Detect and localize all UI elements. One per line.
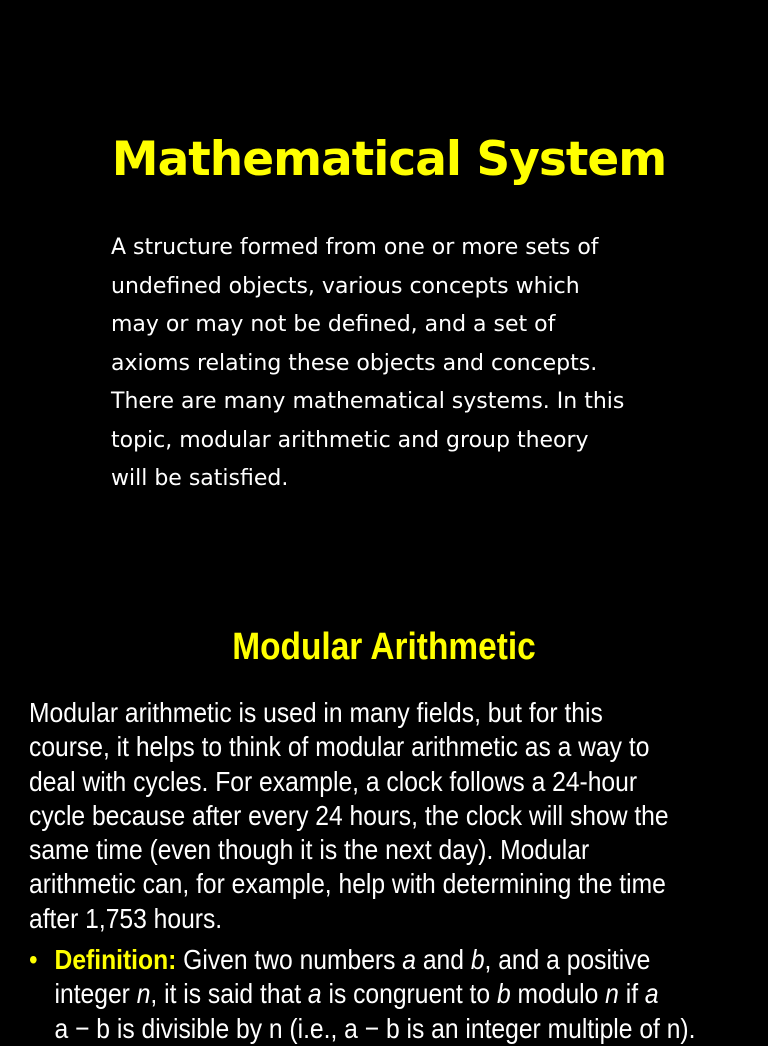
slide-title: Modular Arithmetic <box>232 626 536 668</box>
paragraph-line: There are many mathematical systems. In this <box>111 389 625 414</box>
bullet-text: , it is said that <box>150 978 308 1010</box>
variable-n: n <box>605 978 619 1010</box>
definition-bullet <box>29 943 768 1046</box>
paragraph-line: deal with cycles. For example, a clock follows a 24-hour <box>29 765 638 797</box>
variable-n: n <box>136 978 151 1010</box>
paragraph-line: undefined objects, various concepts which <box>111 273 580 299</box>
paragraph-line: will be satisfied. <box>111 466 289 491</box>
bullet-text: is congruent to <box>321 978 497 1010</box>
paragraph-line: cycle because after every 24 hours, the clock will show the <box>29 799 669 831</box>
bullet-line: a − b is divisible by n (i.e., a − b is an integer multiple of n). <box>54 1012 696 1044</box>
variable-a: a <box>307 978 322 1010</box>
variable-b: b <box>470 944 485 975</box>
bullet-text: , and a positive <box>484 944 651 975</box>
paragraph-line: A structure formed from one or more sets of <box>111 235 599 260</box>
bullet-line <box>29 943 680 977</box>
bullet-text: and <box>416 944 471 975</box>
paragraph-line: may or may not be defined, and a set of <box>111 312 556 337</box>
definition-label: Definition: <box>54 944 177 975</box>
paragraph-line: arithmetic can, for example, help with determining the time <box>29 868 666 900</box>
paragraph-line: Modular arithmetic is used in many fields, but for this <box>29 697 603 728</box>
variable-a: a <box>644 978 659 1010</box>
paragraph-line: after 1,753 hours. <box>29 902 223 934</box>
paragraph-line: topic, modular arithmetic and group theory <box>111 427 589 453</box>
slide-modular-arithmetic <box>0 560 768 1044</box>
bullet-text: modulo <box>510 978 606 1010</box>
intro-paragraph <box>29 696 768 936</box>
variable-b: b <box>496 978 511 1010</box>
bullet-dot-icon: • <box>29 944 38 975</box>
paragraph-line: axioms relating these objects and concepts. <box>111 350 598 376</box>
variable-a: a <box>402 944 417 975</box>
definition-paragraph <box>111 229 671 499</box>
bullet-text: if <box>618 978 645 1010</box>
paragraph-line: course, it helps to think of modular arithmetic as a way to <box>29 731 650 763</box>
bullet-line <box>29 977 680 1011</box>
slide-title: Mathematical System <box>111 132 667 187</box>
paragraph-line: same time (even though it is the next day). Modular <box>29 834 590 866</box>
bullet-text: integer <box>54 978 137 1010</box>
bullet-text: Given two numbers <box>176 944 403 975</box>
